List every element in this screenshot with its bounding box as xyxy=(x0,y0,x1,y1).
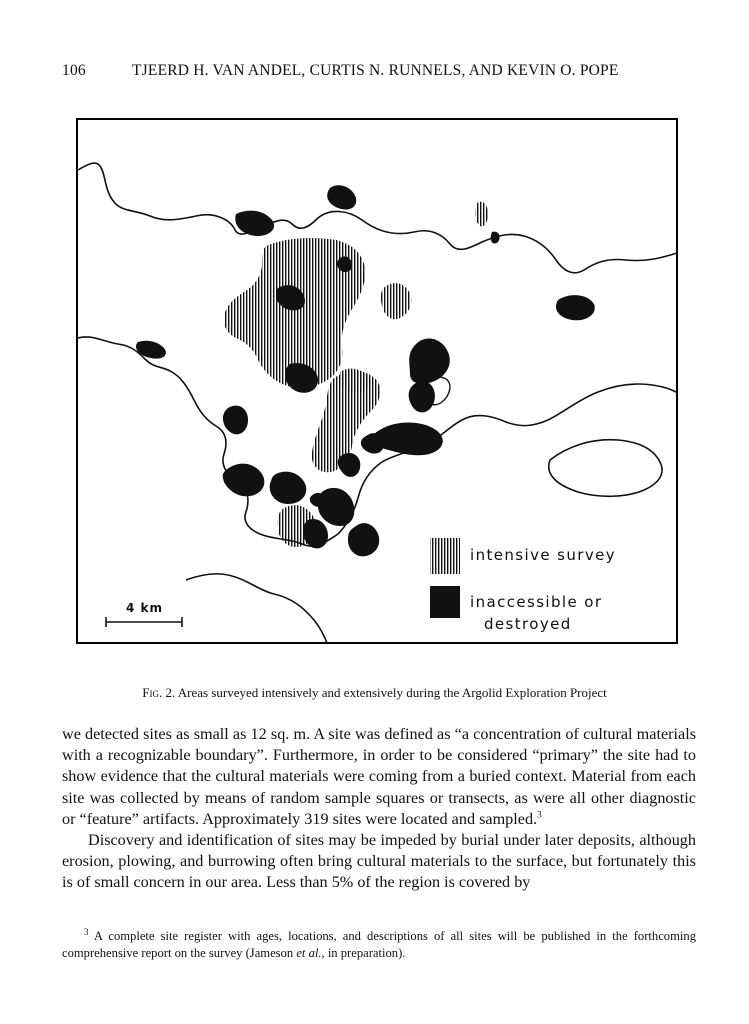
inaccessible-area xyxy=(303,519,328,548)
paragraph-1 xyxy=(62,724,696,830)
legend-swatch-intensive xyxy=(430,538,460,574)
inaccessible-area xyxy=(361,433,384,453)
legend-label-inaccessible-1: inaccessible or xyxy=(470,593,603,611)
inaccessible-area xyxy=(310,493,325,507)
footnote-text-2: , in preparation). xyxy=(321,946,406,960)
intensive-survey-area xyxy=(475,202,488,227)
inaccessible-area xyxy=(223,464,265,497)
page-number: 106 xyxy=(62,62,86,79)
scale-label: 4 km xyxy=(126,601,164,615)
inaccessible-area xyxy=(327,185,356,209)
inaccessible-area xyxy=(270,472,307,504)
figure-map xyxy=(76,118,678,644)
author-line: TJEERD H. VAN ANDEL, CURTIS N. RUNNELS, AND KEVIN O. POPE xyxy=(132,62,619,79)
island-east xyxy=(549,440,662,497)
footnote-marker: 3 xyxy=(84,926,89,937)
inaccessible-area xyxy=(556,295,595,320)
inaccessible-area xyxy=(409,338,450,383)
inaccessible-area xyxy=(235,211,274,236)
paragraph-1-text: we detected sites as small as 12 sq. m. A site was defined as “a concentration of cultural materials with a recognizable boundary”. Furthermore, in order to be considered “primary” the site had to show evidence that the cultural materials were coming from a buried context. Material from each site was collected by means of random sample squares or transects, as were all other diagnostic or “feature” artifacts. Approximately 319 sites were located and sampled. xyxy=(62,725,696,828)
caption-prefix: Fig. 2. xyxy=(142,685,176,700)
coastline-west xyxy=(78,337,260,534)
legend-label-inaccessible-2: destroyed xyxy=(484,615,572,633)
caption-text: Areas surveyed intensively and extensively during the Argolid Exploration Project xyxy=(175,685,607,700)
inaccessible-area xyxy=(409,381,435,412)
legend-swatch-inaccessible xyxy=(430,586,460,618)
inaccessible-area xyxy=(223,406,248,435)
inaccessible-area xyxy=(338,453,361,477)
intensive-survey-area xyxy=(381,283,411,319)
inaccessible-area xyxy=(136,341,166,359)
body-text xyxy=(62,724,696,894)
paragraph-2: Discovery and identification of sites may be impeded by burial under later deposits, although erosion, plowing, and burrowing often bring cultural materials to the surface, but fortunately this is of small concern in our area. Less than 5% of the region is covered by xyxy=(62,831,696,892)
inaccessible-area xyxy=(318,488,354,526)
footnote-ref[interactable]: 3 xyxy=(537,809,542,820)
footnote-text-italic: et al. xyxy=(296,946,322,960)
footnote xyxy=(62,928,696,962)
inaccessible-area xyxy=(491,232,500,244)
argolid-map xyxy=(78,120,678,644)
footnote-text-1: A complete site register with ages, locations, and descriptions of all sites will be published in the forthcoming comprehensive report on the survey (Jameson xyxy=(62,929,696,960)
legend-label-intensive: intensive survey xyxy=(470,546,617,564)
figure-caption xyxy=(0,685,749,701)
coastline-south xyxy=(186,574,328,644)
inaccessible-area xyxy=(348,523,379,556)
coastline-upper xyxy=(78,163,678,273)
